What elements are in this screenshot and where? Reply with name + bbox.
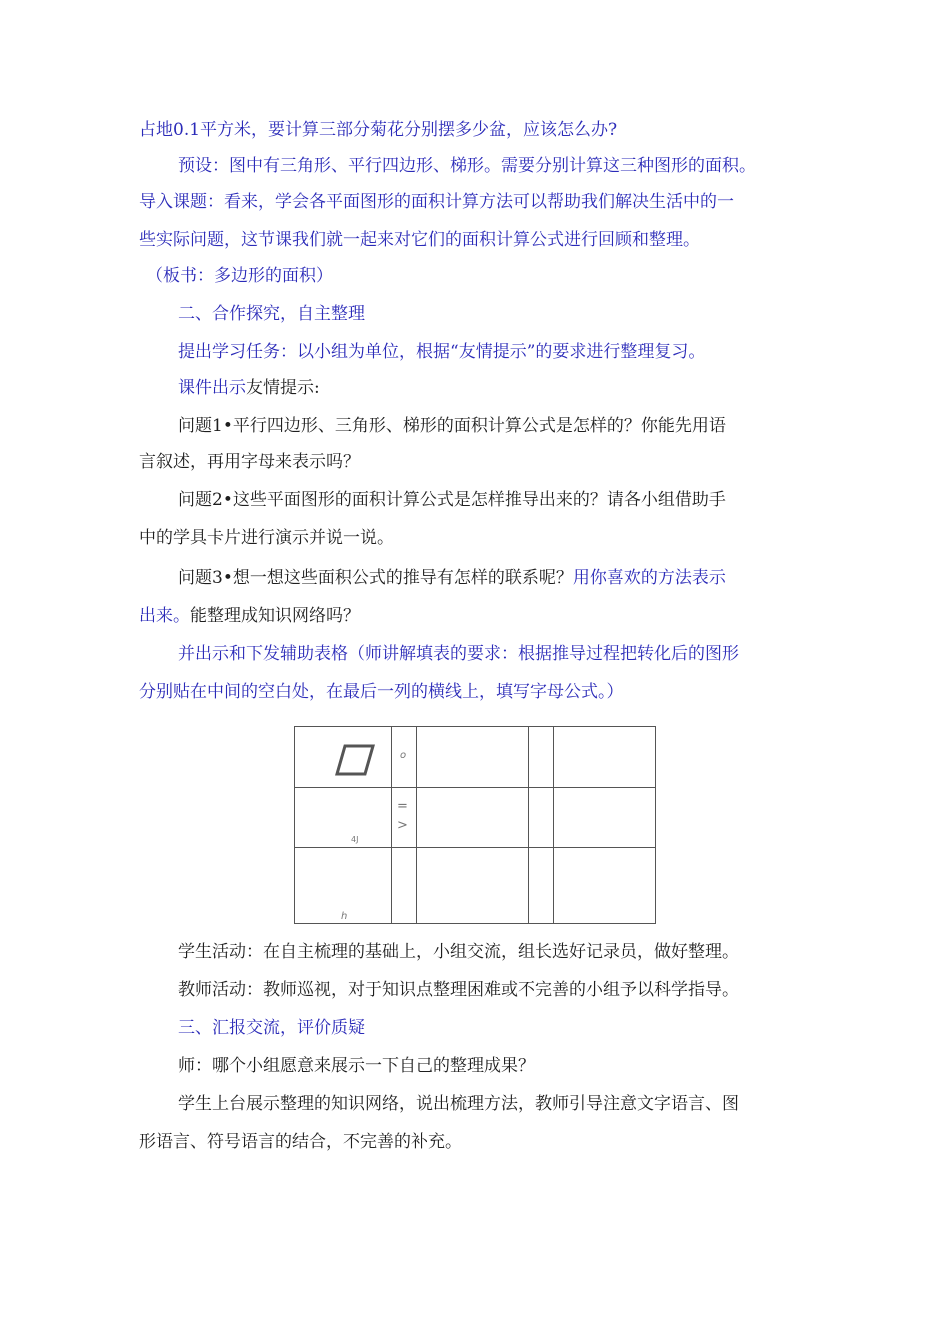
auxiliary-table	[294, 726, 656, 924]
text-span: 用你喜欢的方法表示	[572, 568, 726, 588]
section-heading: 二、合作探究，自主整理	[178, 304, 365, 324]
text-line	[178, 376, 320, 400]
text-line: 占地0.1平方米，要计算三部分菊花分别摆多少盆，应该怎么办?	[139, 120, 618, 140]
table-divider	[553, 727, 554, 923]
text-span: 出来。	[139, 606, 190, 626]
table-divider	[416, 727, 417, 923]
text-line: （板书：多边形的面积）	[146, 266, 333, 286]
text-line: 言叙述，再用字母来表示吗？	[139, 452, 360, 472]
table-symbol: >	[397, 818, 408, 833]
table-divider	[391, 727, 392, 923]
text-line	[178, 566, 726, 590]
text-span: 友情提示:	[246, 378, 320, 398]
text-line: 些实际问题，这节课我们就一起来对它们的面积计算公式进行回顾和整理。	[139, 230, 700, 250]
table-label: o	[400, 750, 407, 761]
text-line: 中的学具卡片进行演示并说一说。	[139, 528, 394, 548]
text-line: 问题2•这些平面图形的面积计算公式是怎样推导出来的？请各小组借助手	[178, 490, 726, 510]
text-line: 问题1•平行四边形、三角形、梯形的面积计算公式是怎样的？你能先用语	[178, 416, 726, 436]
text-line: 形语言、符号语言的结合，不完善的补充。	[139, 1132, 462, 1152]
text-line: 学生上台展示整理的知识网络，说出梳理方法，教师引导注意文字语言、图	[178, 1094, 739, 1114]
text-span: 能整理成知识网络吗？	[190, 606, 360, 626]
parallelogram-icon	[333, 743, 377, 777]
text-line: 提出学习任务：以小组为单位，根据“友情提示”的要求进行整理复习。	[178, 342, 706, 362]
section-heading: 三、汇报交流，评价质疑	[178, 1018, 365, 1038]
text-line: 教师活动：教师巡视，对于知识点整理困难或不完善的小组予以科学指导。	[178, 980, 739, 1000]
text-line: 师：哪个小组愿意来展示一下自己的整理成果？	[178, 1056, 535, 1076]
text-line: 学生活动：在自主梳理的基础上，小组交流，组长选好记录员，做好整理。	[178, 942, 739, 962]
text-span: 问题3•想一想这些面积公式的推导有怎样的联系呢？	[178, 568, 573, 588]
table-divider	[295, 847, 655, 848]
text-line: 并出示和下发辅助表格（师讲解填表的要求：根据推导过程把转化后的图形	[178, 644, 739, 664]
text-line: 导入课题：看来，学会各平面图形的面积计算方法可以帮助我们解决生活中的一	[139, 192, 734, 212]
table-label: 4J	[351, 835, 359, 844]
text-line: 预设：图中有三角形、平行四边形、梯形。需要分别计算这三种图形的面积。	[178, 156, 756, 176]
text-span: 课件出示	[178, 378, 246, 398]
table-divider	[295, 787, 655, 788]
text-line	[139, 604, 360, 628]
table-divider	[528, 727, 529, 923]
table-symbol: =	[397, 799, 408, 814]
table-label: h	[341, 911, 348, 922]
text-line: 分别贴在中间的空白处，在最后一列的横线上，填写字母公式。）	[139, 682, 624, 702]
